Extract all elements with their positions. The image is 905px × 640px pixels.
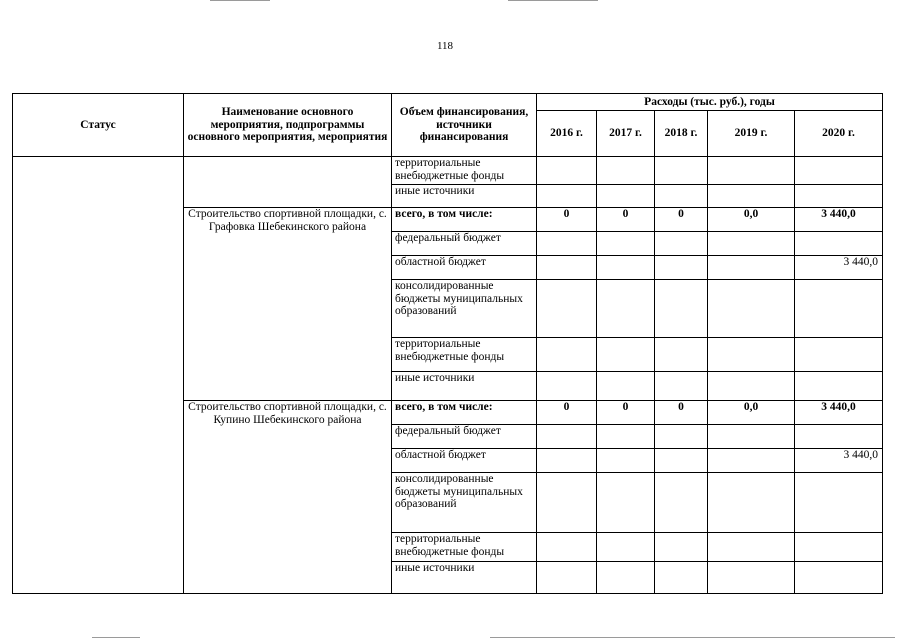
source-label: консолидированные бюджеты муниципальных образований [392, 473, 537, 533]
value-2020 [795, 533, 883, 562]
header-year-2019: 2019 г. [708, 111, 795, 157]
source-label: территориальные внебюджетные фонды [392, 157, 537, 185]
value-2020 [795, 280, 883, 338]
value-2019 [708, 473, 795, 533]
value-2017 [597, 372, 655, 401]
value-2018 [655, 232, 708, 256]
value-2016 [537, 256, 597, 280]
value-2020 [795, 338, 883, 372]
value-2016 [537, 232, 597, 256]
source-label: всего, в том числе: [392, 208, 537, 232]
source-label: федеральный бюджет [392, 232, 537, 256]
value-2020 [795, 562, 883, 594]
value-2017 [597, 425, 655, 449]
header-volume: Объем финансирования, источники финансирования [392, 94, 537, 157]
value-2018 [655, 533, 708, 562]
value-2017 [597, 533, 655, 562]
value-2016 [537, 562, 597, 594]
value-2020: 3 440,0 [795, 256, 883, 280]
value-2020 [795, 425, 883, 449]
value-2019: 0,0 [708, 208, 795, 232]
source-label: федеральный бюджет [392, 425, 537, 449]
value-2018 [655, 562, 708, 594]
value-2020 [795, 372, 883, 401]
project-name-cell [184, 157, 392, 208]
value-2019: 0,0 [708, 401, 795, 425]
value-2020: 3 440,0 [795, 449, 883, 473]
source-label: территориальные внебюджетные фонды [392, 338, 537, 372]
value-2018 [655, 425, 708, 449]
value-2018 [655, 338, 708, 372]
value-2019 [708, 372, 795, 401]
scan-artifact [210, 0, 270, 1]
budget-table [12, 93, 883, 594]
value-2017 [597, 185, 655, 208]
status-cell [13, 157, 184, 594]
source-label: иные источники [392, 185, 537, 208]
value-2019 [708, 338, 795, 372]
page-number: 118 [436, 40, 454, 52]
source-label: консолидированные бюджеты муниципальных образований [392, 280, 537, 338]
source-label: иные источники [392, 372, 537, 401]
value-2019 [708, 533, 795, 562]
value-2017 [597, 338, 655, 372]
value-2020 [795, 185, 883, 208]
header-expenses: Расходы (тыс. руб.), годы [537, 94, 883, 111]
value-2016 [537, 185, 597, 208]
value-2017 [597, 280, 655, 338]
scan-artifact [508, 0, 598, 1]
source-label: всего, в том числе: [392, 401, 537, 425]
header-name: Наименование основного мероприятия, подпрограммы основного мероприятия, мероприятия [184, 94, 392, 157]
project-name-cell: Строительство спортивной площадки, с. Купино Шебекинского района [184, 401, 392, 594]
value-2017 [597, 449, 655, 473]
value-2019 [708, 232, 795, 256]
value-2017 [597, 473, 655, 533]
source-label: областной бюджет [392, 449, 537, 473]
source-label: иные источники [392, 562, 537, 594]
value-2018 [655, 449, 708, 473]
value-2018 [655, 185, 708, 208]
value-2019 [708, 256, 795, 280]
value-2017 [597, 232, 655, 256]
value-2017 [597, 157, 655, 185]
value-2019 [708, 185, 795, 208]
value-2020 [795, 232, 883, 256]
value-2016 [537, 280, 597, 338]
scan-artifact [92, 637, 140, 638]
header-year-2016: 2016 г. [537, 111, 597, 157]
value-2020: 3 440,0 [795, 401, 883, 425]
value-2020: 3 440,0 [795, 208, 883, 232]
value-2017: 0 [597, 208, 655, 232]
value-2019 [708, 280, 795, 338]
header-status: Статус [13, 94, 184, 157]
value-2018 [655, 256, 708, 280]
value-2018: 0 [655, 208, 708, 232]
value-2016: 0 [537, 208, 597, 232]
project-name-cell: Строительство спортивной площадки, с. Графовка Шебекинского района [184, 208, 392, 401]
value-2016: 0 [537, 401, 597, 425]
header-year-2017: 2017 г. [597, 111, 655, 157]
value-2016 [537, 533, 597, 562]
value-2020 [795, 473, 883, 533]
value-2020 [795, 157, 883, 185]
value-2018: 0 [655, 401, 708, 425]
table-row [13, 157, 883, 185]
header-year-2020: 2020 г. [795, 111, 883, 157]
value-2016 [537, 157, 597, 185]
value-2018 [655, 473, 708, 533]
source-label: территориальные внебюджетные фонды [392, 533, 537, 562]
value-2018 [655, 280, 708, 338]
value-2019 [708, 157, 795, 185]
value-2016 [537, 425, 597, 449]
value-2017 [597, 256, 655, 280]
value-2018 [655, 372, 708, 401]
source-label: областной бюджет [392, 256, 537, 280]
value-2019 [708, 562, 795, 594]
value-2019 [708, 425, 795, 449]
header-year-2018: 2018 г. [655, 111, 708, 157]
value-2016 [537, 449, 597, 473]
value-2016 [537, 372, 597, 401]
value-2017 [597, 562, 655, 594]
scan-artifact [490, 637, 895, 638]
value-2016 [537, 338, 597, 372]
value-2018 [655, 157, 708, 185]
value-2016 [537, 473, 597, 533]
value-2019 [708, 449, 795, 473]
value-2017: 0 [597, 401, 655, 425]
